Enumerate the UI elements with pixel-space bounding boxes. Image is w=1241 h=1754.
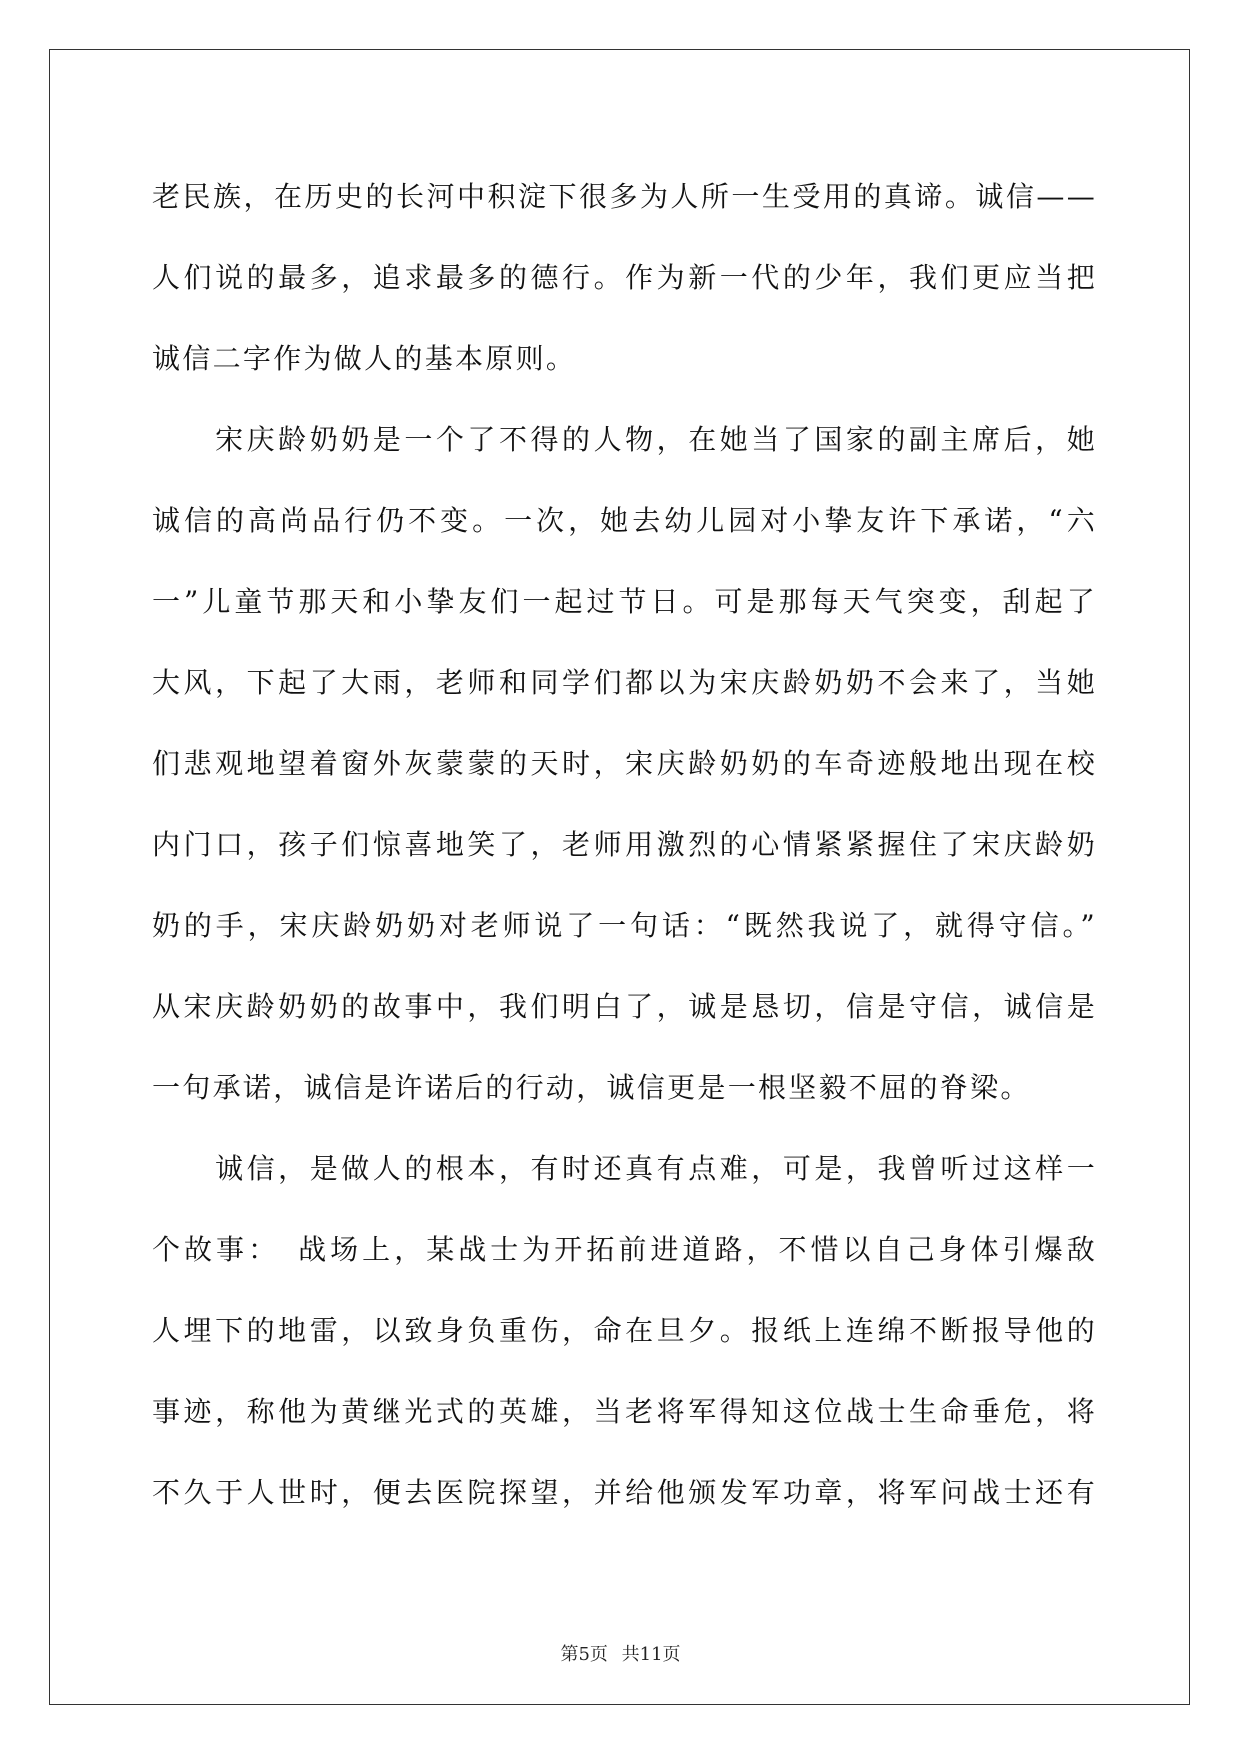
text-line-6: 一”儿童节那天和小挚友们一起过节日。可是那每天气突变，刮起了 (152, 585, 1097, 618)
text-line-5: 诚信的高尚品行仍不变。一次，她去幼儿园对小挚友许下承诺，“六 (152, 504, 1097, 537)
text-line-17: 不久于人世时，便去医院探望，并给他颁发军功章，将军问战士还有 (152, 1476, 1097, 1509)
document-body (152, 156, 1097, 1533)
text-line-13: 诚信，是做人的根本，有时还真有点难，可是，我曾听过这样一 (152, 1152, 1097, 1185)
text-line-9: 内门口，孩子们惊喜地笑了，老师用激烈的心情紧紧握住了宋庆龄奶 (152, 828, 1097, 861)
text-line-1: 老民族，在历史的长河中积淀下很多为人所一生受用的真谛。诚信—— (152, 180, 1097, 213)
text-line-10: 奶的手，宋庆龄奶奶对老师说了一句话：“既然我说了，就得守信。” (152, 909, 1097, 942)
text-line-12: 一句承诺，诚信是许诺后的行动，诚信更是一根坚毅不屈的脊梁。 (152, 1071, 1031, 1104)
text-line-7: 大风，下起了大雨，老师和同学们都以为宋庆龄奶奶不会来了，当她 (152, 666, 1097, 699)
text-line-16: 事迹，称他为黄继光式的英雄，当老将军得知这位战士生命垂危，将 (152, 1395, 1097, 1428)
page-total: 共11页 (621, 1644, 681, 1665)
text-line-4: 宋庆龄奶奶是一个了不得的人物，在她当了国家的副主席后，她 (152, 423, 1097, 456)
text-line-3: 诚信二字作为做人的基本原则。 (152, 342, 577, 375)
page-number: 第5页 (560, 1644, 608, 1665)
text-line-15: 人埋下的地雷，以致身负重伤，命在旦夕。报纸上连绵不断报导他的 (152, 1314, 1097, 1347)
text-line-8: 们悲观地望着窗外灰蒙蒙的天时，宋庆龄奶奶的车奇迹般地出现在校 (152, 747, 1097, 780)
text-line-2: 人们说的最多，追求最多的德行。作为新一代的少年，我们更应当把 (152, 261, 1097, 294)
page-footer (0, 1640, 1241, 1666)
text-line-11: 从宋庆龄奶奶的故事中，我们明白了，诚是恳切，信是守信，诚信是 (152, 990, 1097, 1023)
text-line-14: 个故事： 战场上，某战士为开拓前进道路，不惜以自己身体引爆敌 (152, 1233, 1097, 1266)
